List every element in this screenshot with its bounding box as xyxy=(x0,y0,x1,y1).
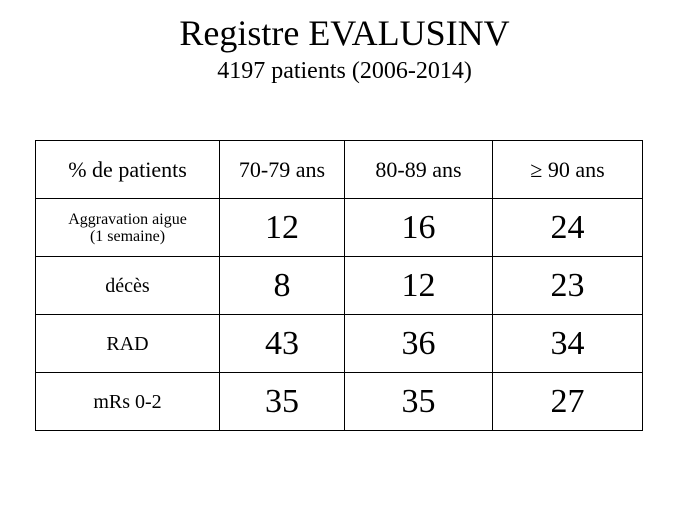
table-cell: 8 xyxy=(220,257,345,315)
table-cell: 24 xyxy=(493,199,643,257)
column-header-70-79: 70-79 ans xyxy=(220,141,345,199)
row-label-line1: Aggravation aigue xyxy=(68,210,187,228)
table-cell: 35 xyxy=(345,373,493,431)
row-label: décès xyxy=(36,257,220,315)
results-table xyxy=(35,140,643,431)
table-row-mrs xyxy=(36,373,643,431)
table-cell: 12 xyxy=(220,199,345,257)
table-cell: 36 xyxy=(345,315,493,373)
table-row-rad xyxy=(36,315,643,373)
slide-subtitle: 4197 patients (2006-2014) xyxy=(217,58,472,84)
row-label-cell xyxy=(36,199,220,257)
row-label: mRs 0-2 xyxy=(36,373,220,431)
table-cell: 35 xyxy=(220,373,345,431)
row-label: RAD xyxy=(36,315,220,373)
table-header-row xyxy=(36,141,643,199)
column-header-80-89: 80-89 ans xyxy=(345,141,493,199)
column-header-label: % de patients xyxy=(36,141,220,199)
row-label-line2: (1 semaine) xyxy=(89,227,166,245)
table-row-aggravation xyxy=(36,199,643,257)
table-cell: 12 xyxy=(345,257,493,315)
table-cell: 27 xyxy=(493,373,643,431)
table-cell: 43 xyxy=(220,315,345,373)
table-cell: 16 xyxy=(345,199,493,257)
table-row-deces xyxy=(36,257,643,315)
slide-title: Registre EVALUSINV xyxy=(179,13,510,53)
table-cell: 23 xyxy=(493,257,643,315)
table-cell: 34 xyxy=(493,315,643,373)
column-header-90-plus: ≥ 90 ans xyxy=(493,141,643,199)
